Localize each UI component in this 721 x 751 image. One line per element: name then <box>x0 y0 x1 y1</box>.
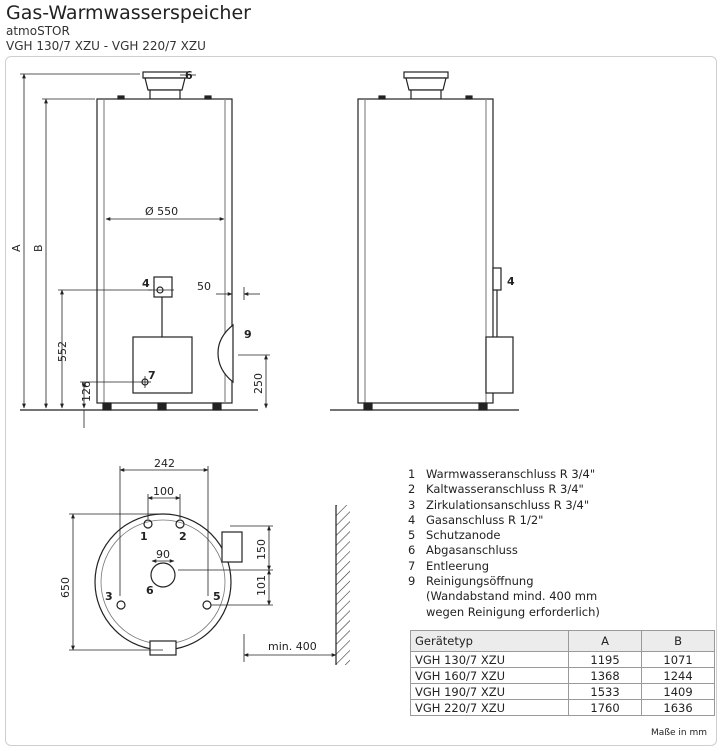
dim-label-552: 552 <box>56 341 69 362</box>
product-line: atmoSTOR <box>6 24 70 38</box>
table-row <box>411 684 715 700</box>
gas-connection <box>154 277 172 297</box>
dim-label-242: 242 <box>154 457 175 470</box>
page-title: Gas-Warmwasserspeicher <box>6 2 251 24</box>
legend-item <box>408 513 600 528</box>
flue-hood <box>145 78 185 90</box>
dim-label-126: 126 <box>80 381 93 402</box>
callout-3: 3 <box>105 590 113 603</box>
header-model: Gerätetyp <box>411 631 569 652</box>
dim-label-90: 90 <box>156 548 170 561</box>
table-row <box>411 652 715 668</box>
callout-5: 5 <box>213 590 221 603</box>
dim-label-B: B <box>32 244 45 252</box>
legend-number: 5 <box>408 528 416 543</box>
dim-label-101: 101 <box>255 575 268 596</box>
cleaning-opening-cover <box>222 532 242 562</box>
header-A: A <box>569 631 642 652</box>
legend-number: 3 <box>408 497 416 512</box>
header-B: B <box>642 631 715 652</box>
legend-text: Warmwasseranschluss R 3/4" <box>426 467 596 481</box>
cell-B: 1244 <box>642 668 715 684</box>
callout-7: 7 <box>148 369 156 382</box>
callout-1: 1 <box>140 530 148 543</box>
legend-number: 4 <box>408 512 416 527</box>
top-connector <box>118 96 124 99</box>
legend-item <box>408 543 600 558</box>
legend-item <box>408 467 600 482</box>
dim-label-min400: min. 400 <box>268 640 317 653</box>
legend-text: Reinigungsöffnung <box>426 574 534 589</box>
cell-model: VGH 190/7 XZU <box>411 684 569 700</box>
cell-A: 1195 <box>569 652 642 668</box>
gas-connection-box <box>150 641 176 655</box>
flue-pipe <box>150 90 180 99</box>
legend-note: (Wandabstand mind. 400 mm <box>426 589 598 604</box>
flue-pipe <box>411 90 441 99</box>
dim-label-100: 100 <box>153 485 174 498</box>
top-view <box>95 514 242 655</box>
control-box <box>486 337 513 393</box>
legend <box>408 467 600 620</box>
legend-number: 9 <box>408 574 416 589</box>
callout-4: 4 <box>142 277 150 290</box>
gas-connection <box>493 268 501 290</box>
cell-A: 1533 <box>569 684 642 700</box>
tank-body <box>358 99 493 403</box>
callout-2: 2 <box>179 530 187 543</box>
table-row <box>411 700 715 716</box>
dim-label-50: 50 <box>197 280 211 293</box>
foot <box>364 403 372 410</box>
wall-hatch <box>336 505 350 665</box>
callout-4: 4 <box>507 275 515 288</box>
model-range: VGH 130/7 XZU - VGH 220/7 XZU <box>6 39 206 53</box>
cell-B: 1071 <box>642 652 715 668</box>
legend-item <box>408 528 600 543</box>
wall <box>336 505 350 665</box>
dim-label-650: 650 <box>59 577 72 598</box>
callout-9: 9 <box>244 328 252 341</box>
table-row <box>411 668 715 684</box>
legend-item <box>408 574 600 589</box>
legend-text: Zirkulationsanschluss R 3/4" <box>426 497 590 512</box>
cell-model: VGH 160/7 XZU <box>411 668 569 684</box>
legend-number: 7 <box>408 558 416 573</box>
cell-B: 1636 <box>642 700 715 716</box>
legend-item <box>408 482 600 497</box>
cell-A: 1368 <box>569 668 642 684</box>
side-view <box>330 72 519 410</box>
legend-number: 2 <box>408 482 416 497</box>
dim-label-A: A <box>10 244 23 252</box>
foot <box>158 403 166 410</box>
top-connector <box>379 96 385 99</box>
foot <box>479 403 487 410</box>
flue-connection <box>151 563 175 587</box>
cell-A: 1760 <box>569 700 642 716</box>
legend-item <box>408 559 600 574</box>
cell-B: 1409 <box>642 684 715 700</box>
spec-table <box>410 630 715 716</box>
top-connector <box>466 96 472 99</box>
legend-number: 1 <box>408 467 416 481</box>
callout-6: 6 <box>146 584 154 597</box>
legend-text: Entleerung <box>426 558 490 573</box>
top-connector <box>205 96 211 99</box>
legend-text: Abgasanschluss <box>426 543 518 558</box>
flue-hood <box>406 78 446 90</box>
callout-6: 6 <box>185 69 193 82</box>
cell-model: VGH 130/7 XZU <box>411 652 569 668</box>
control-box <box>133 337 192 393</box>
dim-label-diameter: Ø 550 <box>145 205 179 218</box>
dim-label-250: 250 <box>252 373 265 394</box>
legend-item <box>408 498 600 513</box>
legend-text: Gasanschluss R 1/2" <box>426 512 544 527</box>
foot <box>213 403 221 410</box>
side-labels <box>507 275 515 288</box>
legend-note: wegen Reinigung erforderlich) <box>426 604 600 619</box>
units-note: Maße in mm <box>651 728 707 738</box>
dim-label-150: 150 <box>255 539 268 560</box>
legend-number: 6 <box>408 543 416 558</box>
foot <box>103 403 111 410</box>
cell-model: VGH 220/7 XZU <box>411 700 569 716</box>
legend-text: Schutzanode <box>426 528 501 543</box>
legend-text: Kaltwasseranschluss R 3/4" <box>426 482 584 497</box>
flue-cap <box>404 72 448 78</box>
table-header-row <box>411 631 715 652</box>
